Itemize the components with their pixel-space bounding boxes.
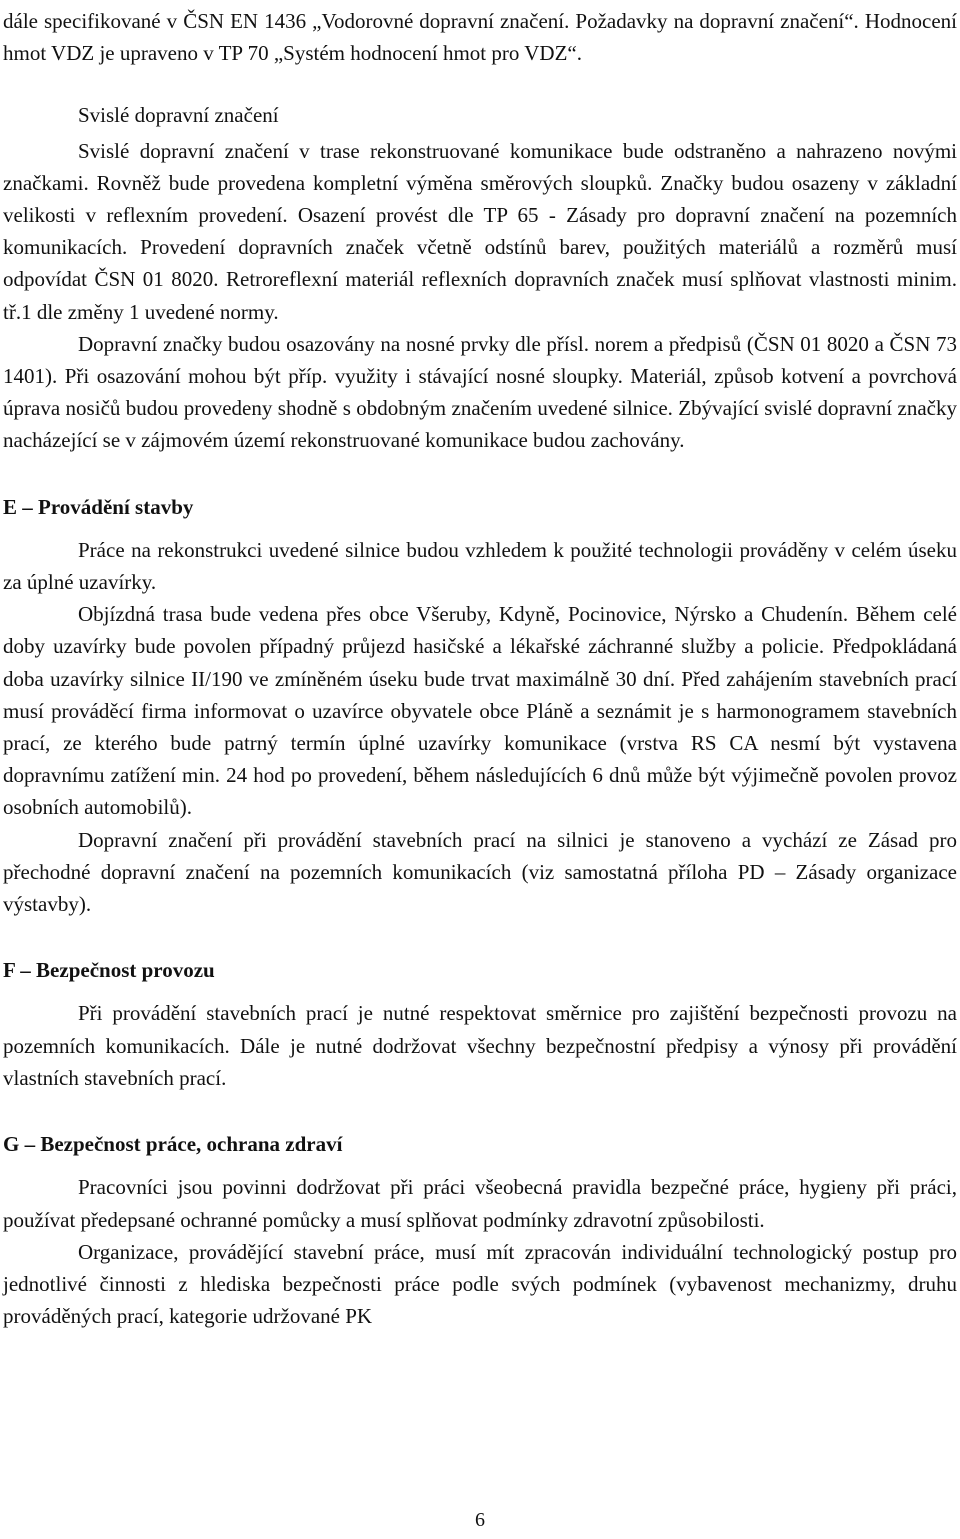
intro-paragraph: dále specifikované v ČSN EN 1436 „Vodorovné dopravní značení. Požadavky na dopravní značení“. Hodnocení hmot VDZ je upraveno v TP 70 „Systém hodnocení hmot pro VDZ“. — [3, 9, 957, 66]
section-e-paragraph-2: Objízdná trasa bude vedena přes obce Všeruby, Kdyně, Pocinovice, Nýrsko a Chudenín. Během celé doby uzavírky bude povolen případný průjezd hasičské a lékařské záchranné služby a policie. Předpokládaná doba uzavírky silnice II/190 ve zmíněném úseku bude trvat maximálně 30 dní. Před zahájením stavebních prací musí prováděcí firma informovat o uzavírce obyvatele obce Pláně a seznámit je s harmonogramem stavebních prací, ze kterého bude patrný termín úplné uzavírky komunikace (vrstva RS CA nesmí být vystavena dopravnímu zatížení min. 24 hod po provedení, během následujících 6 dnů může být výjimečně povolen provoz osobních automobilů). — [3, 602, 957, 820]
section-g-paragraph-1: Pracovníci jsou povinni dodržovat při práci všeobecná pravidla bezpečné práce, hygieny při práci, používat předepsané ochranné pomůcky a musí splňovat podmínky zdravotní způsobilosti. — [3, 1175, 957, 1232]
section-heading-svisle: Svislé dopravní značení — [78, 103, 279, 128]
section-heading-g: G – Bezpečnost práce, ochrana zdraví — [3, 1132, 343, 1157]
section-e-paragraph-1: Práce na rekonstrukci uvedené silnice budou vzhledem k použité technologii prováděny v celém úseku za úplné uzavírky. — [3, 537, 957, 595]
svisle-paragraph-2: Dopravní značky budou osazovány na nosné prvky dle přísl. norem a předpisů (ČSN 01 8020 a ČSN 73 1401). Při osazování mohou být příp. využity i stávající nosné sloupky. Materiál, způsob kotvení a povrchová úprava nosičů budou provedeny shodně s obdobným značením uvedené silnice. Zbývající svislé dopravní značky nacházející se v zájmovém území rekonstruované komunikace budou zachovány. — [3, 331, 957, 453]
page-number: 6 — [475, 1509, 485, 1531]
section-heading-f: F – Bezpečnost provozu — [3, 958, 215, 983]
section-g-paragraph-2: Organizace, provádějící stavební práce, musí mít zpracován individuální technologický postup pro jednotlivé činnosti z hlediska bezpečnosti práce podle svých podmínek (vybavenost mechanizmy, druhu prováděných prací, kategorie udržované PK — [3, 1239, 957, 1329]
section-f-paragraph-1: Při provádění stavebních prací je nutné respektovat směrnice pro zajištění bezpečnosti provozu na pozemních komunikacích. Dále je nutné dodržovat všechny bezpečnostní předpisy a výnosy při provádění vlastních stavebních prací. — [3, 1001, 957, 1090]
section-heading-e: E – Provádění stavby — [3, 494, 194, 519]
section-e-paragraph-3: Dopravní značení při provádění stavebních prací na silnici je stanoveno a vychází ze Zásad pro přechodné dopravní značení na pozemních komunikacích (viz samostatná příloha PD – Zásady organizace výstavby). — [3, 827, 957, 917]
svisle-paragraph-1: Svislé dopravní značení v trase rekonstruované komunikace bude odstraněno a nahrazeno novými značkami. Rovněž bude provedena kompletní výměna směrových sloupků. Značky budou osazeny v základní velikosti v reflexním provedení. Osazení provést dle TP 65 - Zásady pro dopravní značení na pozemních komunikacích. Provedení dopravních značek včetně odstínů barev, použitých materiálů a rozměrů musí odpovídat ČSN 01 8020. Retroreflexní materiál reflexních dopravních značek musí splňovat vlastnosti minim. tř.1 dle změny 1 uvedené normy. — [3, 138, 957, 324]
